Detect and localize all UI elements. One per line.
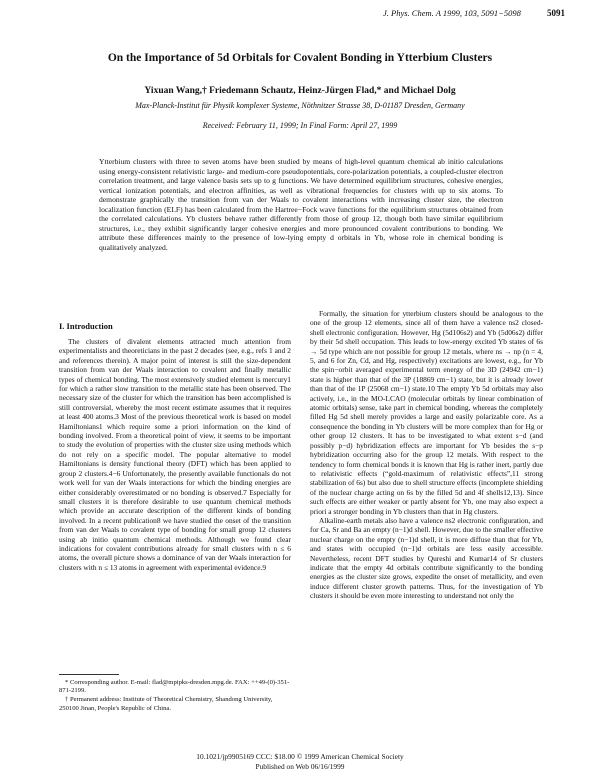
paragraph: Formally, the situation for ytterbium clusters should be analogous to the one of the group 12 elements, since all of them have a valence ns2 closed-shell electronic configuration. However, Hg (5d106s2) and Yb (5d06s2) differ by their 5d shell occupation. This leads to low-energy excited Yb states of 6s → 5d type which are not possible for group 12 metals, where ns → np (n = 4, 5, and 6 for Zn, Cd, and Hg, respectively) excitations are lowest, e.g., for Yb the spin−orbit averaged experimental term energy of the 3D (24942 cm−1) state is higher than that of the 3P (18869 cm−1) state, but it is already lower than that of the 1P (25068 cm−1) state.10 The empty Yb 5d orbitals may also actively, i.e., in the MO-LCAO (molecular orbitals by linear combination of atomic orbitals) sense, take part in chemical bonding, whereas the completely filled Hg 5d shell merely provides a large and easily polarizable core. As a consequence the bonding in Yb clusters will be more complex than for Hg or other group 12 clusters. It has to be investigated to what extent s−d (and possibly p−d) hybridization effects are important for Yb besides the s−p hybridization occurring also for the group 12 metals. With respect to the tendency to form chemical bonds it is known that Hg is rather inert, partly due to relativistic effects (“gold-maximum of relativistic effects”,11 strong stabilization of 6s) but also due to shell structure effects (incomplete shielding of the nuclear charge acting on 6s by the filled 5d and 4f shells12,13). Since such effects are either weaker or partly absent for Yb, one may also expect a priori a stronger bonding in Yb clusters than that in Hg clusters. xyxy=(310,309,543,516)
footnote-permanent-address: † Permanent address: Institute of Theoretical Chemistry, Shandong University, 250100 Jinan, People's Republic of China. xyxy=(59,696,273,712)
footnotes xyxy=(59,679,291,714)
article-title: On the Importance of 5d Orbitals for Covalent Bonding in Ytterbium Clusters xyxy=(107,52,493,64)
footnote-corresponding-author: * Corresponding author. E-mail: flad@mpipks-dresden.mpg.de. FAX: ++49-(0)-351-871-2199. xyxy=(59,679,290,695)
publication-date: Published on Web 06/16/1999 xyxy=(255,762,345,771)
received-dates: Received: February 11, 1999; In Final Form: April 27, 1999 xyxy=(202,121,398,130)
section-heading: I. Introduction xyxy=(59,321,113,331)
doi-copyright-line: 10.1021/jp9905169 CCC: $18.00 © 1999 American Chemical Society xyxy=(196,752,404,761)
affiliation: Max-Planck-Institut für Physik komplexer Systeme, Nöthnitzer Strasse 38, D-01187 Dresden, Germany xyxy=(135,101,465,110)
page-number: 5091 xyxy=(547,8,565,18)
journal-citation: J. Phys. Chem. A 1999, 103, 5091−5098 xyxy=(383,8,521,18)
footnote-divider xyxy=(59,674,119,675)
right-column xyxy=(310,309,543,760)
author-list: Yixuan Wang,† Friedemann Schautz, Heinz-Jürgen Flad,* and Michael Dolg xyxy=(144,86,456,96)
paragraph: Alkaline-earth metals also have a valence ns2 electronic configuration, and for Ca, Sr and Ba an empty (n−1)d shell. However, due to the smaller effective nuclear charge on the empty (n−1)d shell, it is more diffuse than that for Yb, and states with occupied (n−1)d orbitals are less easily accessible. Nevertheless, recent DFT studies by Qureshi and Kumar14 of Sr clusters indicate that the empty 4d orbitals contribute significantly to the bonding energies as the cluster size grows, expedite the onset of metallicity, and even induce different cluster growth patterns. Thus, for the investigation of Yb clusters it should be even more interesting to understand not only the xyxy=(310,515,543,601)
left-column xyxy=(59,337,291,667)
paragraph: The clusters of divalent elements attracted much attention from experimentalists and theoreticians in the past 2 decades (see, e.g., refs 1 and 2 and references therein). A major point of interest is still the size-dependent transition from van der Waals interaction to covalent and finally metallic types of chemical bonding. The most extensively studied element is mercury1 for which a rather slow transition to the metallic state has been observed. The necessary size of the cluster for which the transition has been accomplished is still controversial, whereby the most recent estimate assumes that it requires at least 400 atoms.3 Most of the previous theoretical work is based on model Hamiltonians1 which require some a priori information on the kind of bonding involved. From a theoretical point of view, it seems to be important to study the evolution of properties with the cluster size using methods which do not rely on a specific model. The popular alternative to model Hamiltonians is density functional theory (DFT) which has been applied to group 2 clusters.4−6 Unfortunately, the presently available functionals do not work well for van der Waals interactions for which the binding energies are either considerably overestimated or no bonding is observed.7 Especially for small clusters it is therefore desirable to use quantum chemical methods which provide an accurate description of the different kinds of bonding involved. In a recent publication8 we have studied the onset of the transition from van der Waals to covalent type of bonding for small group 12 clusters using ab initio quantum chemical methods. Although we found clear indications for covalent contributions already for small clusters with n ≤ 6 atoms, the overall picture shows a dominance of van der Waals interaction for clusters with n ≤ 13 atoms in agreement with experimental evidence.9 xyxy=(59,337,291,572)
abstract: Ytterbium clusters with three to seven atoms have been studied by means of high-level quantum chemical ab initio calculations using energy-consistent relativistic large- and medium-core pseudopotentials, core-polarization potentials, a coupled-cluster electron correlation treatment, and large valence basis sets up to g functions. We have determined equilibrium structures, cohesive energies, vertical ionization potentials, and electron affinities, as well as vibrational frequencies for clusters with up to six atoms. To demonstrate graphically the transition from van der Waals to covalent interactions with increasing cluster size, the electron localization function (ELF) has been calculated from the Hartree−Fock wave functions for the equilibrium structures obtained from the correlated calculations. Yb clusters behave rather differently from those of group 12, though both have similar equilibrium structures, i.e., they exhibit significantly larger cohesive energies and more pronounced covalent contributions to bonding. We attribute these differences mainly to the presence of low-lying empty d orbitals in Yb, whose role in chemical bonding is qualitatively analyzed. xyxy=(99,157,503,252)
